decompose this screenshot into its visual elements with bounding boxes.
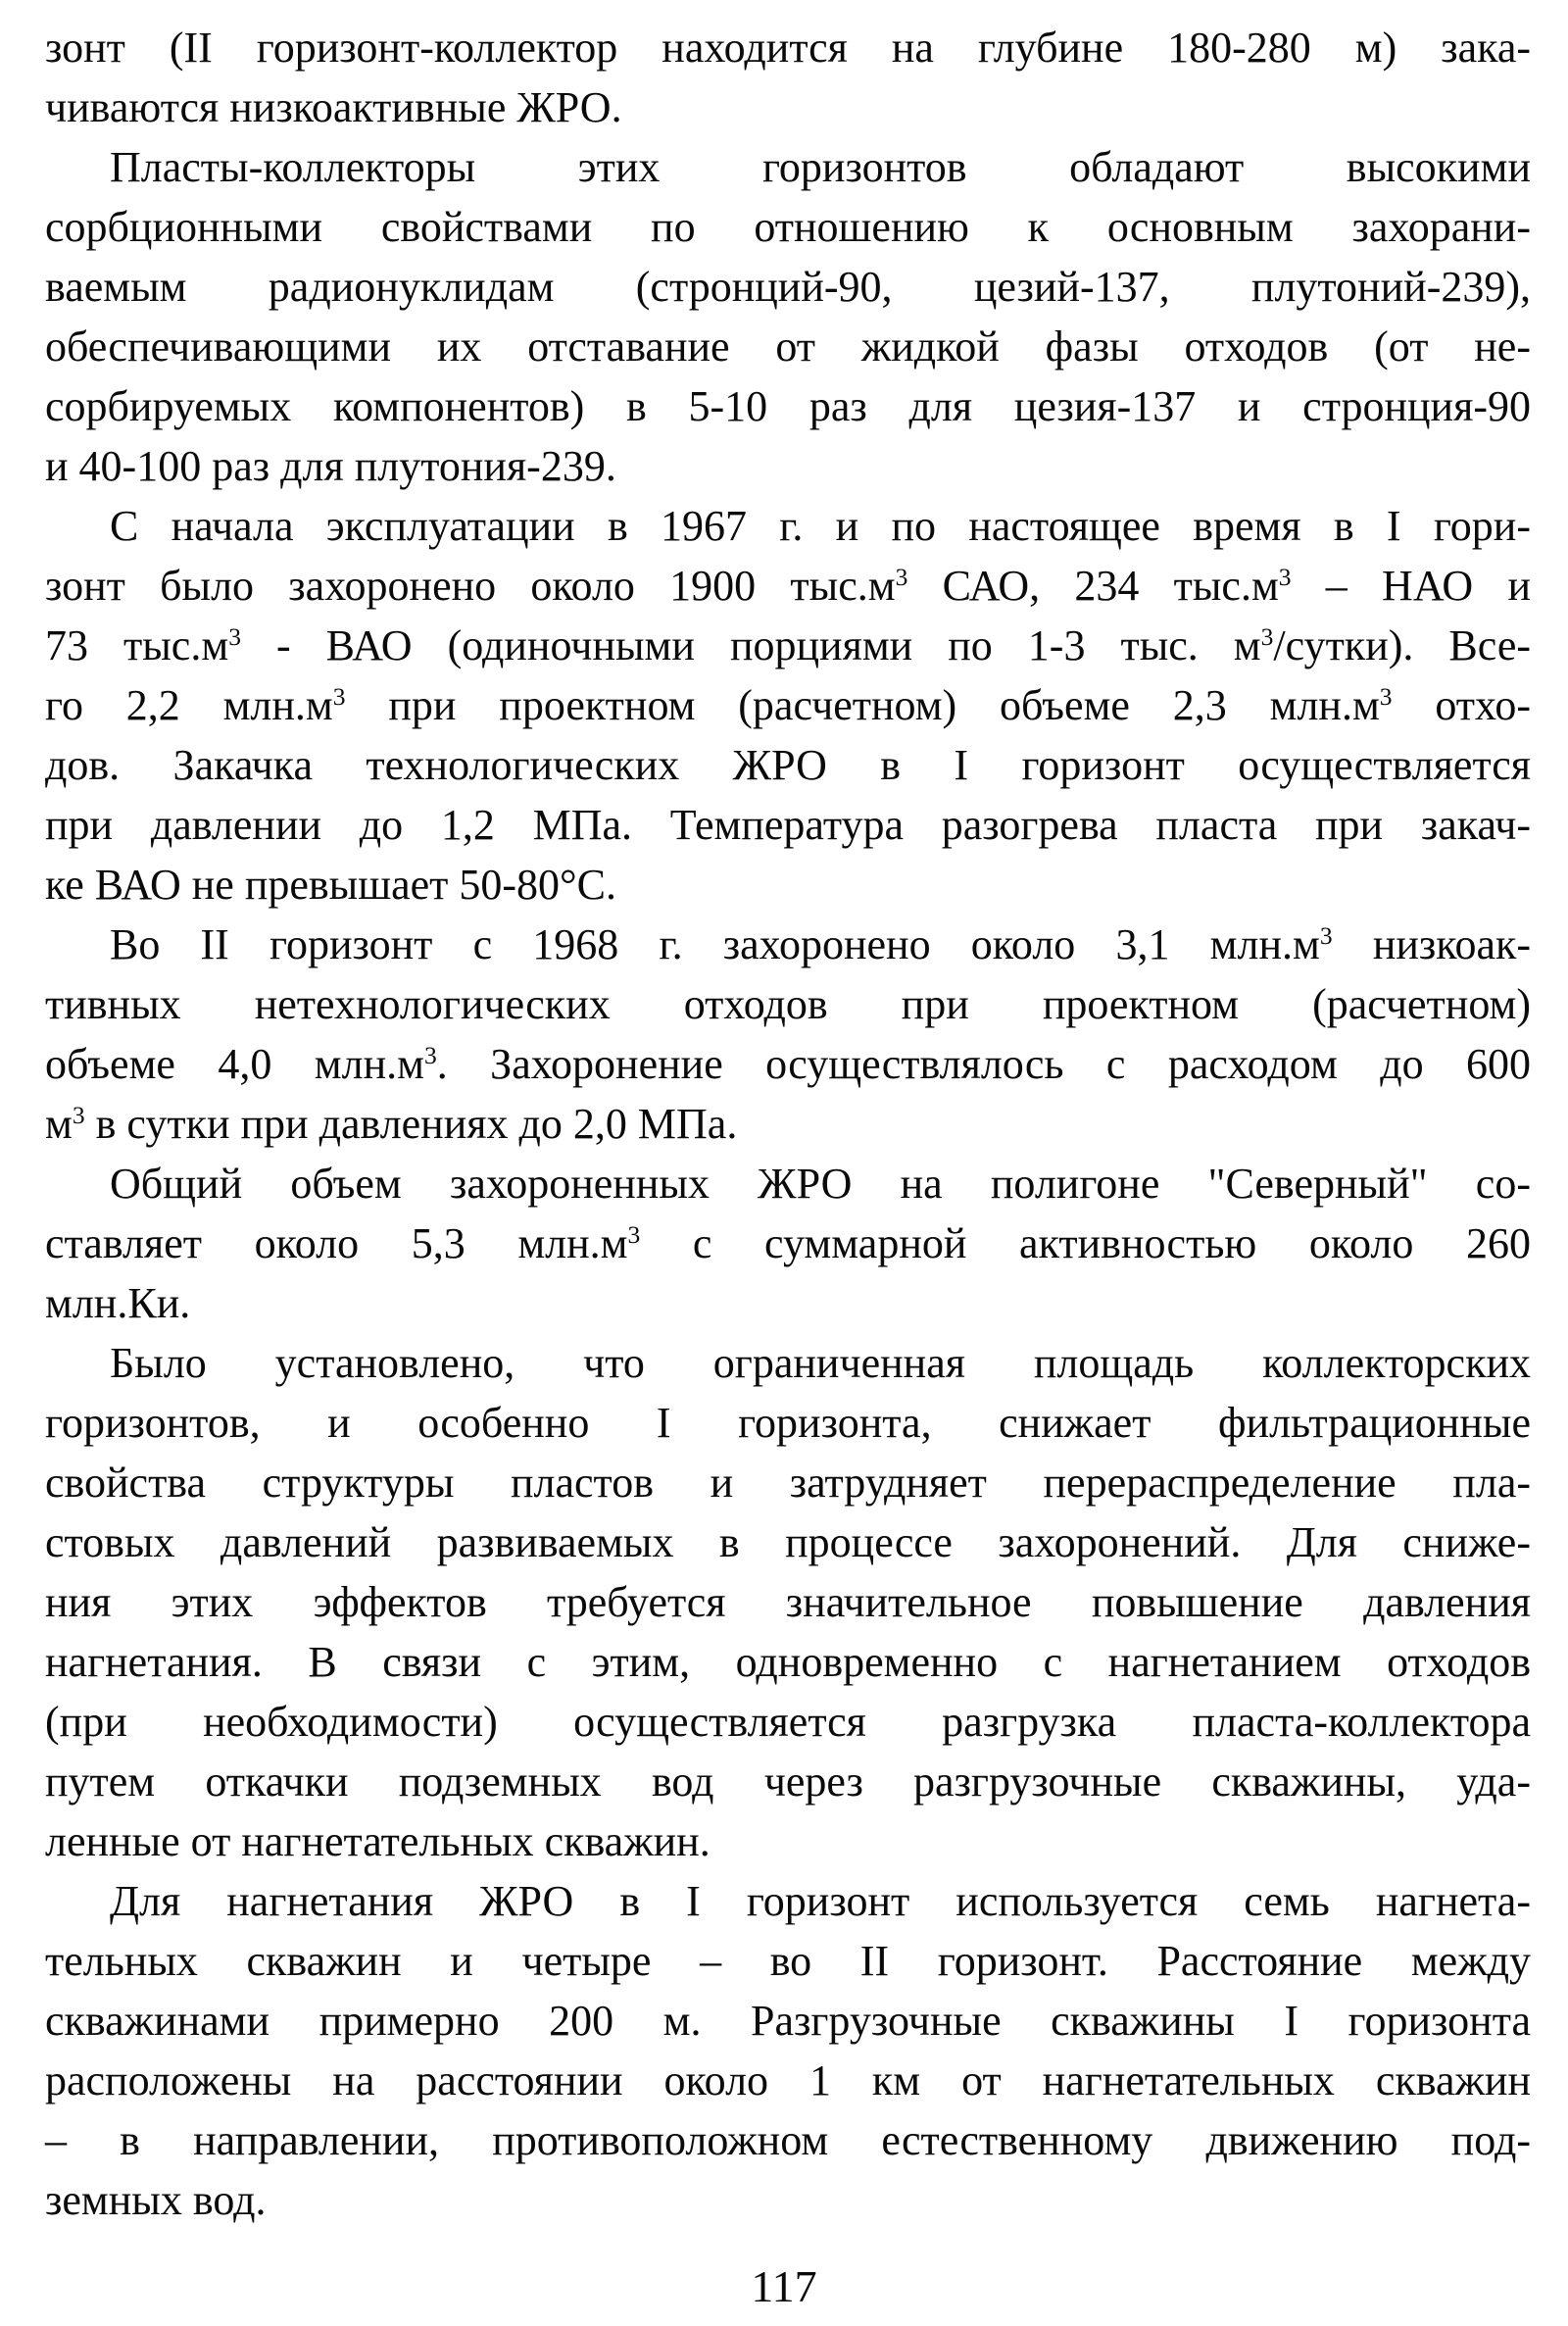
text-run: земных вод. (45, 2176, 267, 2224)
superscript: 3 (423, 1040, 437, 1069)
page-number: 117 (751, 2261, 817, 2311)
text-run: САО, 234 тыс.м (907, 562, 1279, 610)
text-line (45, 496, 1531, 556)
text-run: Во II горизонт с 1968 г. захоронено около 3,1 млн.м (110, 920, 1320, 968)
text-line (45, 1034, 1531, 1094)
superscript: 3 (1278, 562, 1292, 591)
superscript: 3 (1260, 621, 1274, 651)
text-run: тивных нетехнологических отходов при проектном (расчетном) (45, 980, 1531, 1028)
text-line (45, 1273, 1531, 1333)
text-line (45, 1752, 1531, 1811)
text-run: горизонтов, и особенно I горизонта, снижает фильтрационные (45, 1399, 1531, 1447)
text-line (45, 1512, 1531, 1572)
text-line (45, 1393, 1531, 1453)
text-run: низкоак- (1332, 920, 1531, 968)
text-line (45, 1094, 1531, 1154)
text-run: зонт было захоронено около 1900 тыс.м (45, 562, 896, 610)
text-run: . Захоронение осуществлялось с расходом до 600 (436, 1040, 1531, 1088)
text-line (45, 2170, 1531, 2230)
paragraph (45, 1333, 1531, 1871)
text-line (45, 257, 1531, 317)
text-run: Пласты-коллекторы этих горизонтов обладают высокими (110, 143, 1531, 191)
text-run: 73 тыс.м (45, 621, 229, 669)
text-line (45, 1692, 1531, 1752)
text-run: тельных скважин и четыре – во II горизонт. Расстояние между (45, 1937, 1531, 1985)
paragraph (45, 137, 1531, 496)
text-run: млн.Ки. (45, 1279, 191, 1327)
text-run: - ВАО (одиночными порциями по 1-3 тыс. м (240, 621, 1261, 669)
text-run: ставляет около 5,3 млн.м (45, 1219, 628, 1267)
text-run: свойства структуры пластов и затрудняет перераспределение пла- (45, 1459, 1531, 1507)
text-run: при давлении до 1,2 МПа. Температура разогрева пласта при закач- (45, 801, 1531, 849)
text-run: путем откачки подземных вод через разгрузочные скважины, уда- (45, 1757, 1531, 1806)
text-line (45, 616, 1531, 675)
text-line (45, 77, 1531, 137)
text-line (45, 376, 1531, 436)
text-run: Общий объем захороненных ЖРО на полигоне "Северный" со- (110, 1160, 1531, 1208)
paragraph (45, 915, 1531, 1154)
page-content (45, 18, 1531, 2230)
text-line (45, 2110, 1531, 2170)
text-run: (при необходимости) осуществляется разгрузка пласта-коллектора (45, 1698, 1531, 1746)
text-run: чиваются низкоактивные ЖРО. (45, 83, 622, 131)
paragraph (45, 18, 1531, 137)
text-line (45, 436, 1531, 496)
text-line (45, 1871, 1531, 1931)
superscript: 3 (1379, 681, 1393, 711)
text-run: скважинами примерно 200 м. Разгрузочные скважины I горизонта (45, 1997, 1531, 2045)
text-run: в сутки при давлениях до 2,0 МПа. (84, 1100, 738, 1148)
text-run: и 40-100 раз для плутония-239. (45, 442, 616, 490)
text-run: обеспечивающими их отставание от жидкой фазы отходов (от не- (45, 322, 1531, 371)
text-run: дов. Закачка технологических ЖРО в I горизонт осуществляется (45, 741, 1531, 789)
text-run: объеме 4,0 млн.м (45, 1040, 424, 1088)
text-line (45, 1931, 1531, 1991)
text-line (45, 556, 1531, 616)
text-run: го 2,2 млн.м (45, 681, 333, 729)
text-run: ке ВАО не превышает 50-80°С. (45, 861, 616, 909)
text-run: Было установлено, что ограниченная площадь коллекторских (110, 1339, 1531, 1387)
text-line (45, 18, 1531, 77)
text-run: С начала эксплуатации в 1967 г. и по настоящее время в I гори- (110, 502, 1531, 550)
text-line (45, 1572, 1531, 1632)
text-run: с суммарной активностью около 260 (640, 1219, 1531, 1267)
text-line (45, 1213, 1531, 1273)
text-line (45, 1632, 1531, 1692)
text-run: ваемым радионуклидам (стронций-90, цезий-137, плутоний-239), (45, 263, 1531, 311)
text-run: при проектном (расчетном) объеме 2,3 млн.м (345, 681, 1380, 729)
text-run: зонт (II горизонт-коллектор находится на глубине 180-280 м) зака- (45, 24, 1531, 72)
paragraph (45, 1154, 1531, 1333)
text-line (45, 317, 1531, 376)
text-line (45, 735, 1531, 795)
text-line (45, 795, 1531, 855)
text-line (45, 974, 1531, 1034)
text-line (45, 855, 1531, 915)
text-run: сорбируемых компонентов) в 5-10 раз для цезия-137 и стронция-90 (45, 382, 1531, 430)
text-run: – НАО и (1291, 562, 1531, 610)
text-run: стовых давлений развиваемых в процессе захоронений. Для сниже- (45, 1518, 1531, 1566)
text-run: ленные от нагнетательных скважин. (45, 1817, 710, 1865)
paragraph (45, 1871, 1531, 2230)
text-run: – в направлении, противоположном естественному движению под- (45, 2116, 1531, 2164)
text-run: /сутки). Все- (1273, 621, 1532, 669)
text-run: нагнетания. В связи с этим, одновременно с нагнетанием отходов (45, 1638, 1531, 1686)
superscript: 3 (895, 562, 908, 591)
text-run: м (45, 1100, 73, 1148)
superscript: 3 (228, 621, 241, 651)
text-line (45, 915, 1531, 974)
text-line (45, 1453, 1531, 1512)
text-line (45, 675, 1531, 735)
superscript: 3 (627, 1219, 641, 1249)
text-run: ния этих эффектов требуется значительное повышение давления (45, 1578, 1531, 1626)
text-run: расположены на расстоянии около 1 км от нагнетательных скважин (45, 2056, 1531, 2104)
text-line (45, 1811, 1531, 1871)
superscript: 3 (1319, 920, 1333, 950)
superscript: 3 (332, 681, 346, 711)
text-run: Для нагнетания ЖРО в I горизонт используется семь нагнета- (110, 1877, 1531, 1925)
paragraph (45, 496, 1531, 915)
text-run: сорбционными свойствами по отношению к основным захорани- (45, 203, 1531, 251)
text-line (45, 1991, 1531, 2051)
text-line (45, 1154, 1531, 1213)
superscript: 3 (72, 1100, 85, 1129)
text-line (45, 137, 1531, 197)
text-run: отхо- (1392, 681, 1532, 729)
text-line (45, 2051, 1531, 2110)
text-line (45, 197, 1531, 257)
text-line (45, 1333, 1531, 1393)
